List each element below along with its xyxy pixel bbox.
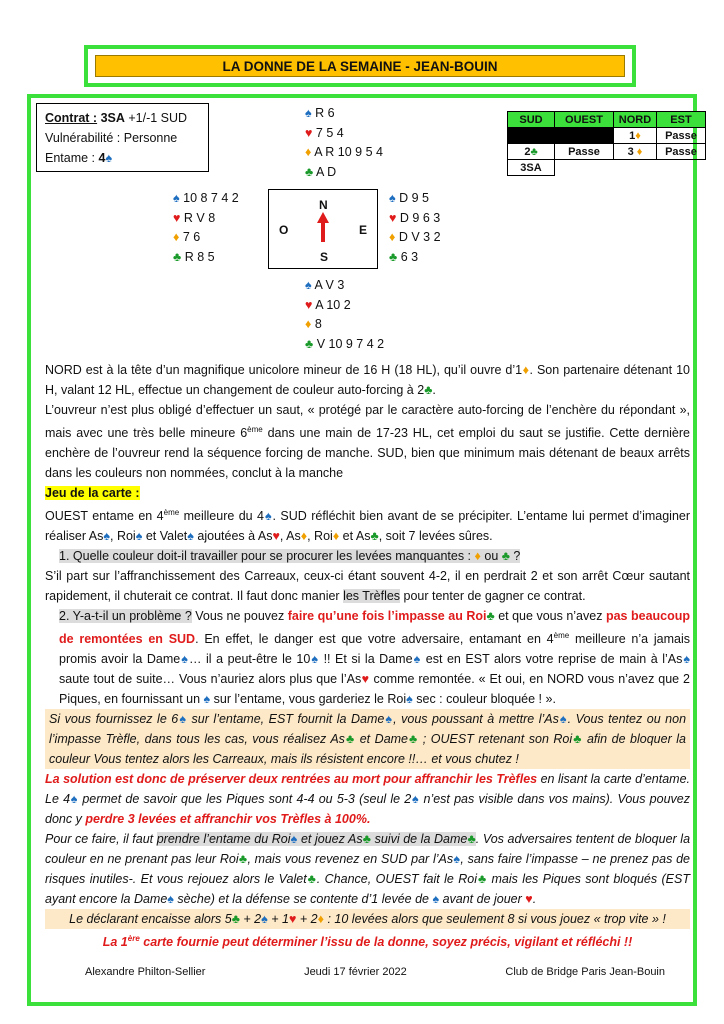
bidding-table (507, 111, 706, 176)
north-clubs: A D (316, 164, 337, 179)
footer-club: Club de Bridge Paris Jean-Bouin (505, 966, 665, 978)
bid-cell: Passe (555, 144, 614, 160)
bid-header-north: NORD (614, 112, 657, 128)
bid-cell: 1♦ (614, 128, 657, 144)
spade-icon: ♠ (264, 509, 273, 524)
bid-cell-blank (657, 160, 706, 176)
club-icon: ♣ (238, 852, 248, 867)
paragraph: S’il part sur l’affranchissement des Carreaux, ceux-ci étant souvent 4-2, il en perdrait 2 et son arrêt Cœur sautant rapidement, il chuterait ce contrat. Il faut donc manier les Trèfles pour tenter de gagner ce contrat. (45, 569, 690, 604)
diamond-icon: ♦ (522, 363, 530, 377)
footer-author: Alexandre Philton-Sellier (85, 966, 206, 978)
spade-icon: ♠ (261, 912, 268, 927)
north-hand (305, 104, 383, 182)
club-icon: ♣ (467, 832, 476, 847)
diamond-icon: ♦ (317, 912, 324, 927)
diamond-icon: ♦ (635, 129, 641, 142)
heart-icon: ♥ (272, 529, 280, 544)
bid-cell: Passe (657, 128, 706, 144)
club-icon: ♣ (306, 872, 317, 887)
spade-icon: ♠ (389, 191, 396, 205)
diamond-icon: ♦ (173, 230, 180, 244)
south-clubs: V 10 9 7 4 2 (316, 336, 385, 351)
footer-date: Jeudi 17 février 2022 (304, 966, 407, 978)
paragraph: L’ouvreur n’est plus obligé d’effectuer un saut, « protégé par le caractère auto-forcing de l’enchère du répondant », mais avec une très belle mineure 6ème dans une main de 17-23 HL, cet emploi du saut se justifie. Cette dernière enchère de l’ouvreur rend la séquence forcing de manche. SUD, bien que minimum mais détenant de beaux arrêts dans les couleurs non nommées, conclut à la manche (45, 403, 691, 481)
spade-icon: ♠ (558, 712, 568, 727)
east-diamonds: D V 3 2 (398, 230, 441, 244)
east-hearts: D 9 6 3 (399, 210, 441, 225)
spade-icon: ♠ (412, 652, 422, 667)
club-icon: ♣ (501, 549, 510, 564)
title-frame (84, 45, 636, 87)
club-icon: ♣ (389, 249, 398, 264)
spade-icon: ♠ (105, 151, 113, 165)
compass-north: N (319, 198, 328, 212)
diamond-icon: ♦ (300, 529, 308, 544)
west-spades: 10 8 7 4 2 (183, 191, 239, 205)
south-spades: A V 3 (314, 278, 345, 292)
east-hand (389, 189, 441, 267)
west-hand (173, 189, 239, 267)
bid-cell-empty (508, 128, 555, 144)
club-icon: ♣ (362, 832, 372, 847)
spade-icon: ♠ (384, 712, 394, 727)
heart-icon: ♥ (305, 297, 313, 312)
club-icon: ♣ (477, 872, 488, 887)
heart-icon: ♥ (361, 672, 370, 687)
east-spades: D 9 5 (399, 191, 430, 205)
club-icon: ♣ (305, 336, 314, 351)
west-diamonds: 7 6 (182, 230, 201, 244)
spade-icon: ♠ (682, 652, 691, 667)
bid-header-east: EST (657, 112, 706, 128)
club-icon: ♣ (572, 732, 583, 747)
club-icon: ♣ (173, 249, 182, 264)
compass (268, 189, 378, 269)
heart-icon: ♥ (288, 912, 297, 927)
spade-icon: ♠ (432, 892, 440, 907)
compass-east: E (359, 223, 368, 237)
diamond-icon: ♦ (332, 529, 340, 544)
north-diamonds: A R 10 9 5 4 (314, 145, 383, 159)
spade-icon: ♠ (406, 692, 413, 707)
article-body (45, 360, 690, 953)
bid-cell: 3 ♦ (614, 144, 657, 160)
north-hearts: 7 5 4 (315, 125, 344, 140)
contract-label: Contrat : (45, 111, 98, 125)
conclusion: La 1ère carte fournie peut déterminer l’issu de la donne, soyez précis, vigilant et réfléchi !! (102, 934, 633, 950)
compass-west: O (279, 223, 289, 237)
spade-icon: ♠ (180, 652, 189, 667)
spade-icon: ♠ (203, 692, 211, 707)
heart-icon: ♥ (389, 210, 397, 225)
page-title: LA DONNE DE LA SEMAINE - JEAN-BOUIN (95, 55, 625, 77)
club-icon: ♣ (530, 145, 538, 158)
spade-icon: ♠ (178, 712, 188, 727)
north-spades: R 6 (315, 106, 335, 120)
east-clubs: 6 3 (400, 249, 419, 264)
diamond-icon: ♦ (389, 230, 396, 244)
lead-value: 4 (98, 151, 106, 165)
paragraph: OUEST entame en 4ème meilleure du 4♠. SUD réfléchit bien avant de se précipiter. L’entame lui permet d’imaginer réaliser As♠, Roi♠ et Valet♠ ajoutées à As♥, As♦, Roi♦ et As♣, soit 7 levées sûres. (45, 508, 691, 544)
heart-icon: ♥ (173, 210, 181, 225)
south-hand (305, 276, 384, 354)
club-icon: ♣ (305, 164, 314, 179)
heart-icon: ♥ (525, 892, 533, 907)
south-hearts: A 10 2 (315, 297, 351, 312)
paragraph: Le déclarant encaisse alors 5♣ + 2♠ + 1♥ + 2♦ : 10 levées alors que seulement 8 si vous jouez « trop vite » ! (45, 909, 690, 929)
club-icon: ♣ (408, 732, 419, 747)
paragraph: Pour ce faire, il faut prendre l’entame du Roi♠ et jouez As♣ suivi de la Dame♣. Vos adversaires tentent de bloquer la couleur en ne prenant pas leur Roi♣, mais vous revenez en SUD par l’As♠, sans faire l’impasse – ne prenez pas de risques inutiles-. Et vous rejouez alors le Valet♣. Chance, OUEST fait le Roi♣ mais les Piques sont bloqués (EST ayant encore la Dame♠ sèche) et la défense se contente d’1 levée de ♠ avant de jouer ♥. (45, 832, 691, 907)
compass-south: S (320, 250, 329, 264)
spade-icon: ♠ (70, 792, 79, 807)
bid-cell-empty (555, 128, 614, 144)
contract-value: 3SA (100, 111, 125, 125)
club-icon: ♣ (370, 529, 379, 544)
vulnerability: Vulnérabilité : Personne (45, 131, 178, 145)
diamond-icon: ♦ (474, 549, 481, 564)
contract-rest: +1/-1 SUD (124, 111, 188, 125)
spade-icon: ♠ (167, 892, 174, 907)
spade-icon: ♠ (187, 529, 194, 544)
diamond-icon: ♦ (305, 145, 312, 159)
bid-cell-blank (555, 160, 614, 176)
west-clubs: R 8 5 (184, 249, 215, 264)
bid-cell-blank (614, 160, 657, 176)
bid-cell: 3SA (508, 160, 555, 176)
spade-icon: ♠ (411, 792, 420, 807)
club-icon: ♣ (424, 383, 433, 397)
bid-cell: Passe (657, 144, 706, 160)
club-icon: ♣ (231, 912, 240, 927)
paragraph: NORD est à la tête d’un magnifique unicolore mineur de 16 H (18 HL), qu’il ouvre d’1♦. Son partenaire détenant 10 H, valant 12 HL, effectue un changement de couleur auto-forcing à 2♣. (45, 363, 690, 397)
diamond-icon: ♦ (636, 145, 643, 158)
question-2: 2. Y-a-t-il un problème ? Vous ne pouvez faire qu’une fois l’impasse au Roi♣ et que vous n’avez pas beaucoup de remontées en SUD. En effet, le danger est que votre adversaire, entamant en 4ème meilleure n’a jamais promis avoir la Dame♠… il a peut-être le 10♠ !! Et si la Dame♠ est en EST alors votre reprise de main à l’As♠ saute tout de suite… Vous n’auriez alors plus que l’As♥ comme remontée. « Et oui, en NORD vous n’avez que 2 Piques, en fournissant un ♠ sur l’entame, vous garderiez le Roi♠ sec : couleur bloquée ! ». (59, 609, 691, 707)
south-diamonds: 8 (314, 317, 322, 331)
spade-icon: ♠ (310, 652, 320, 667)
bid-cell: 2♣ (508, 144, 555, 160)
question-1: 1. Quelle couleur doit-il travailler pour se procurer les levées manquantes : ♦ ou ♣ ? (59, 549, 521, 564)
spade-icon: ♠ (103, 529, 110, 544)
bid-header-south: SUD (508, 112, 555, 128)
spade-icon: ♠ (173, 191, 180, 205)
paragraph: Si vous fournissez le 6♠ sur l’entame, EST fournit la Dame♠, vous poussant à mettre l’As♠. Vous tentez ou non l’impasse Trèfle, dans tous les cas, vous réalisez As♣ et Dame♣ ; OUEST retenant son Roi♣ afin de bloquer la couleur Vous tentez alors les Carreaux, mais ils résistent encore !!… et vous chutez ! (45, 709, 690, 769)
paragraph: La solution est donc de préserver deux rentrées au mort pour affranchir les Trèfles en lisant la carte d’entame. Le 4♠ permet de savoir que les Piques sont 4-4 ou 5-3 (seul le 2♠ n’est pas visible dans vos mains). Vous pouvez donc y perdre 3 levées et affranchir vos Trèfles à 100%. (45, 772, 690, 827)
contract-box (36, 103, 209, 172)
lead-label: Entame : (45, 151, 99, 165)
spade-icon: ♠ (135, 529, 143, 544)
arrow-up-icon (316, 212, 330, 242)
heart-icon: ♥ (305, 125, 313, 140)
spade-icon: ♠ (290, 832, 298, 847)
footer (85, 966, 665, 978)
spade-icon: ♠ (305, 278, 312, 292)
club-icon: ♣ (344, 732, 356, 747)
spade-icon: ♠ (453, 852, 461, 867)
bid-header-west: OUEST (555, 112, 614, 128)
diamond-icon: ♦ (305, 317, 312, 331)
club-icon: ♣ (486, 609, 495, 624)
section-heading: Jeu de la carte : (45, 486, 140, 501)
spade-icon: ♠ (305, 106, 312, 120)
west-hearts: R V 8 (183, 210, 216, 225)
